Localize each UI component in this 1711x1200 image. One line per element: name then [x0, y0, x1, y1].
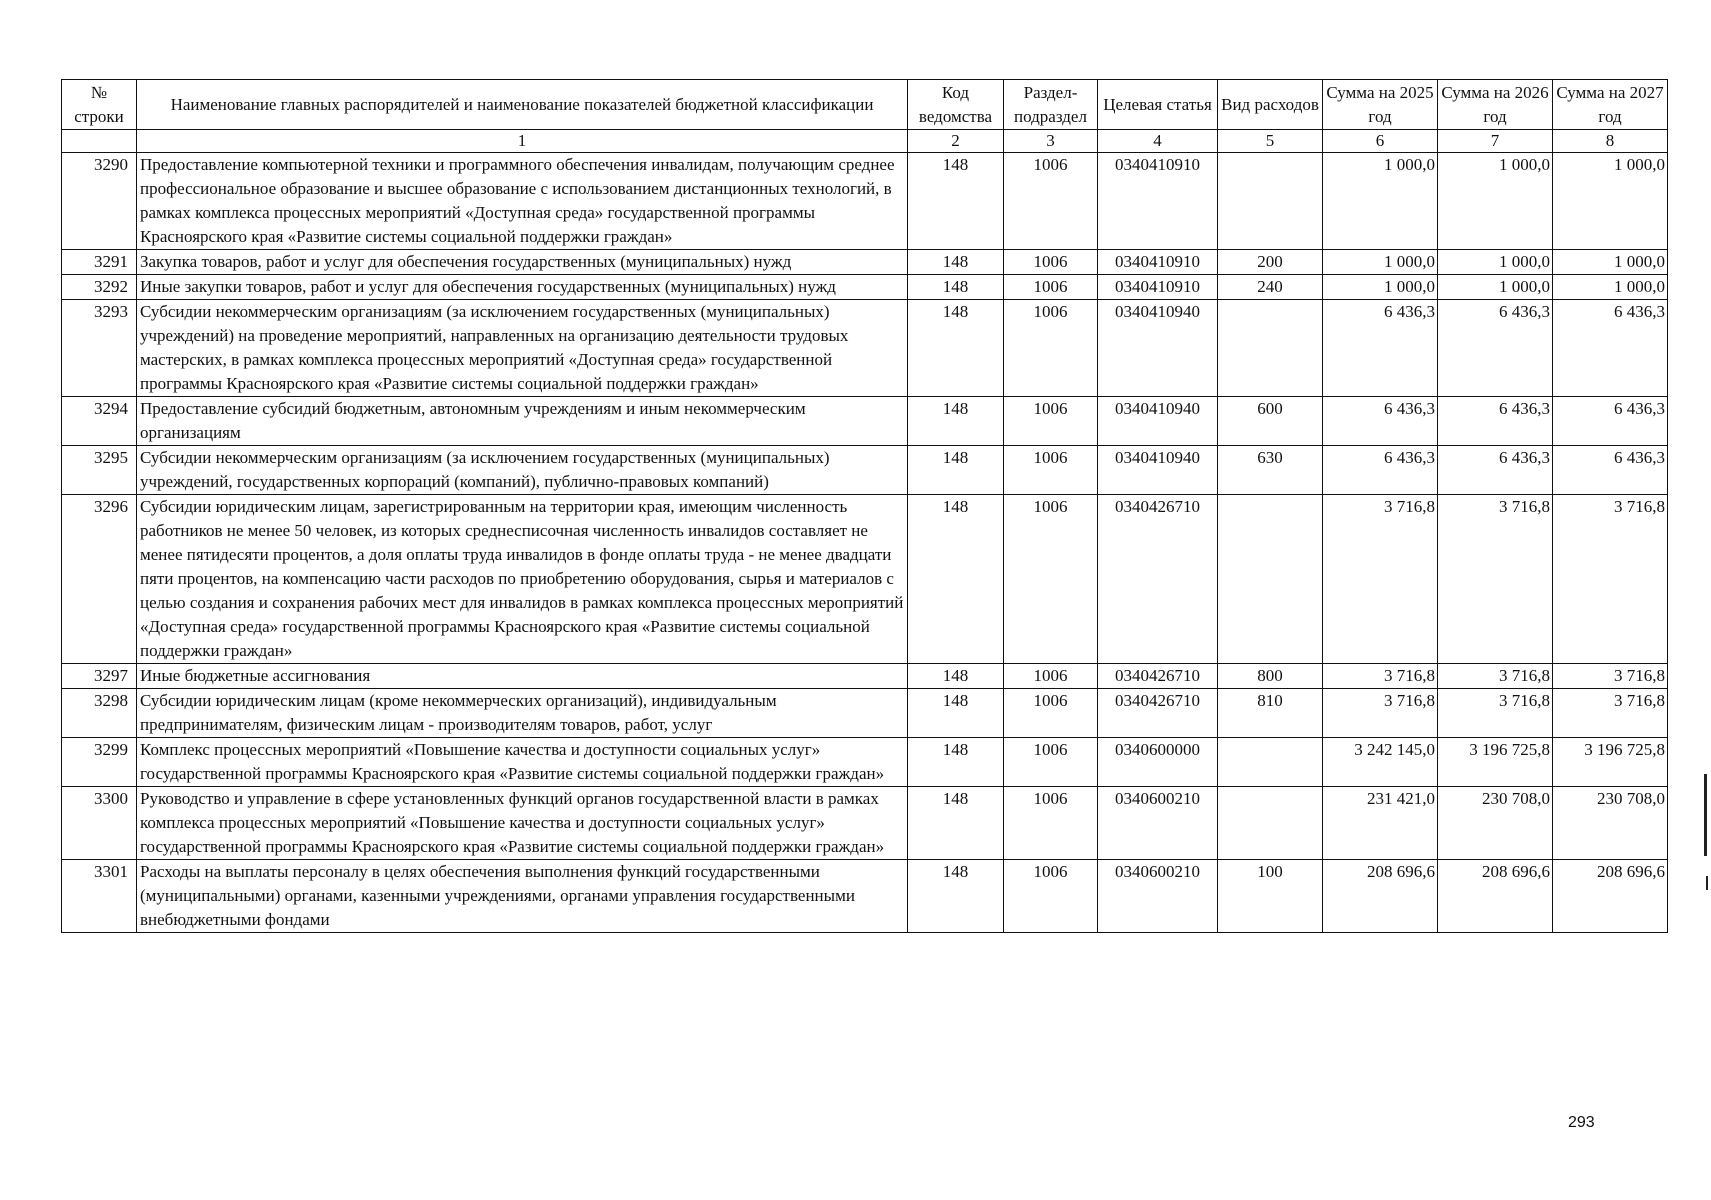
table-row [62, 275, 1668, 300]
column-number [62, 130, 137, 153]
table-row [62, 787, 1668, 860]
row-sum-2027: 3 716,8 [1553, 689, 1668, 738]
row-section: 1006 [1004, 664, 1098, 689]
row-target: 0340600210 [1098, 860, 1218, 933]
row-target: 0340410910 [1098, 250, 1218, 275]
row-expense-type: 240 [1218, 275, 1323, 300]
table-row [62, 860, 1668, 933]
row-dept-code: 148 [908, 495, 1004, 664]
row-name: Субсидии юридическим лицам, зарегистрированным на территории края, имеющим численность работников не менее 50 человек, из которых среднесписочная численность инвалидов составляет не менее пятидесяти процентов, а доля оплаты труда инвалидов в фонде оплаты труда - не менее двадцати пяти процентов, на компенсацию части расходов по приобретению оборудования, сырья и материалов с целью создания и сохранения рабочих мест для инвалидов в рамках комплекса процессных мероприятий «Доступная среда» государственной программы Красноярского края «Развитие системы социальной поддержки граждан» [137, 495, 908, 664]
row-sum-2026: 3 716,8 [1438, 689, 1553, 738]
header-row-no: № строки [62, 80, 137, 130]
row-sum-2026: 1 000,0 [1438, 275, 1553, 300]
row-sum-2025: 3 242 145,0 [1323, 738, 1438, 787]
row-sum-2026: 3 716,8 [1438, 495, 1553, 664]
row-name: Предоставление компьютерной техники и программного обеспечения инвалидам, получающим среднее профессиональное образование и высшее образование с использованием дистанционных технологий, в рамках комплекса процессных мероприятий «Доступная среда» государственной программы Красноярского края «Развитие системы социальной поддержки граждан» [137, 153, 908, 250]
row-target: 0340410910 [1098, 153, 1218, 250]
row-number: 3298 [62, 689, 137, 738]
row-sum-2026: 6 436,3 [1438, 397, 1553, 446]
table-row [62, 689, 1668, 738]
row-number: 3296 [62, 495, 137, 664]
budget-table [61, 79, 1668, 933]
row-expense-type: 800 [1218, 664, 1323, 689]
column-number: 4 [1098, 130, 1218, 153]
row-name: Закупка товаров, работ и услуг для обеспечения государственных (муниципальных) нужд [137, 250, 908, 275]
row-number: 3294 [62, 397, 137, 446]
row-name: Руководство и управление в сфере установленных функций органов государственной власти в рамках комплекса процессных мероприятий «Повышение качества и доступности социальных услуг» государственной программы Красноярского края «Развитие системы социальной поддержки граждан» [137, 787, 908, 860]
table-row [62, 664, 1668, 689]
row-expense-type: 600 [1218, 397, 1323, 446]
row-section: 1006 [1004, 787, 1098, 860]
row-sum-2027: 6 436,3 [1553, 300, 1668, 397]
table-row [62, 153, 1668, 250]
row-section: 1006 [1004, 860, 1098, 933]
row-sum-2027: 230 708,0 [1553, 787, 1668, 860]
table-row [62, 250, 1668, 275]
row-sum-2025: 3 716,8 [1323, 689, 1438, 738]
row-sum-2026: 6 436,3 [1438, 446, 1553, 495]
row-number: 3293 [62, 300, 137, 397]
row-expense-type: 100 [1218, 860, 1323, 933]
row-expense-type [1218, 153, 1323, 250]
row-name: Иные бюджетные ассигнования [137, 664, 908, 689]
row-dept-code: 148 [908, 738, 1004, 787]
column-number: 5 [1218, 130, 1323, 153]
row-sum-2027: 1 000,0 [1553, 250, 1668, 275]
header-name: Наименование главных распорядителей и наименование показателей бюджетной классификации [137, 80, 908, 130]
table-row [62, 446, 1668, 495]
row-expense-type: 200 [1218, 250, 1323, 275]
table-row [62, 495, 1668, 664]
column-number-row [62, 130, 1668, 153]
row-sum-2025: 208 696,6 [1323, 860, 1438, 933]
row-section: 1006 [1004, 153, 1098, 250]
table-row [62, 397, 1668, 446]
row-target: 0340410940 [1098, 446, 1218, 495]
row-number: 3291 [62, 250, 137, 275]
row-target: 0340600000 [1098, 738, 1218, 787]
row-name: Субсидии юридическим лицам (кроме некоммерческих организаций), индивидуальным предпринимателям, физическим лицам - производителям товаров, работ, услуг [137, 689, 908, 738]
row-number: 3292 [62, 275, 137, 300]
row-expense-type [1218, 738, 1323, 787]
row-name: Субсидии некоммерческим организациям (за исключением государственных (муниципальных) учреждений) на проведение мероприятий, направленных на организацию деятельности трудовых мастерских, в рамках комплекса процессных мероприятий «Доступная среда» государственной программы Красноярского края «Развитие системы социальной поддержки граждан» [137, 300, 908, 397]
row-expense-type [1218, 495, 1323, 664]
row-section: 1006 [1004, 689, 1098, 738]
row-name: Предоставление субсидий бюджетным, автономным учреждениям и иным некоммерческим организациям [137, 397, 908, 446]
row-number: 3300 [62, 787, 137, 860]
header-target: Целевая статья [1098, 80, 1218, 130]
row-number: 3295 [62, 446, 137, 495]
row-dept-code: 148 [908, 275, 1004, 300]
row-dept-code: 148 [908, 250, 1004, 275]
row-target: 0340600210 [1098, 787, 1218, 860]
row-target: 0340410910 [1098, 275, 1218, 300]
row-sum-2025: 231 421,0 [1323, 787, 1438, 860]
row-section: 1006 [1004, 495, 1098, 664]
row-sum-2027: 208 696,6 [1553, 860, 1668, 933]
row-sum-2025: 3 716,8 [1323, 664, 1438, 689]
row-number: 3299 [62, 738, 137, 787]
row-target: 0340426710 [1098, 664, 1218, 689]
row-sum-2026: 230 708,0 [1438, 787, 1553, 860]
row-expense-type [1218, 300, 1323, 397]
row-sum-2025: 6 436,3 [1323, 397, 1438, 446]
row-dept-code: 148 [908, 397, 1004, 446]
row-sum-2027: 1 000,0 [1553, 275, 1668, 300]
row-name: Субсидии некоммерческим организациям (за исключением государственных (муниципальных) учреждений, государственных корпораций (компаний), публично-правовых компаний) [137, 446, 908, 495]
row-dept-code: 148 [908, 787, 1004, 860]
row-section: 1006 [1004, 738, 1098, 787]
table-row [62, 738, 1668, 787]
row-name: Комплекс процессных мероприятий «Повышение качества и доступности социальных услуг» государственной программы Красноярского края «Развитие системы социальной поддержки граждан» [137, 738, 908, 787]
row-sum-2026: 208 696,6 [1438, 860, 1553, 933]
table-row [62, 300, 1668, 397]
header-sum-2025: Сумма на 2025 год [1323, 80, 1438, 130]
header-dept-code: Код ведомства [908, 80, 1004, 130]
row-sum-2027: 1 000,0 [1553, 153, 1668, 250]
column-number: 6 [1323, 130, 1438, 153]
row-sum-2025: 6 436,3 [1323, 446, 1438, 495]
row-target: 0340410940 [1098, 397, 1218, 446]
row-sum-2026: 6 436,3 [1438, 300, 1553, 397]
column-number: 3 [1004, 130, 1098, 153]
row-sum-2025: 1 000,0 [1323, 153, 1438, 250]
row-sum-2026: 3 716,8 [1438, 664, 1553, 689]
row-expense-type: 810 [1218, 689, 1323, 738]
column-number: 8 [1553, 130, 1668, 153]
scan-edge-mark [1704, 774, 1707, 856]
row-section: 1006 [1004, 446, 1098, 495]
row-sum-2027: 3 196 725,8 [1553, 738, 1668, 787]
row-sum-2025: 3 716,8 [1323, 495, 1438, 664]
row-sum-2027: 6 436,3 [1553, 446, 1668, 495]
column-number: 1 [137, 130, 908, 153]
row-number: 3297 [62, 664, 137, 689]
row-number: 3290 [62, 153, 137, 250]
column-number: 7 [1438, 130, 1553, 153]
page-number: 293 [1568, 1114, 1595, 1131]
row-sum-2027: 6 436,3 [1553, 397, 1668, 446]
row-sum-2026: 1 000,0 [1438, 250, 1553, 275]
row-sum-2025: 1 000,0 [1323, 275, 1438, 300]
row-target: 0340410940 [1098, 300, 1218, 397]
row-expense-type [1218, 787, 1323, 860]
header-sum-2026: Сумма на 2026 год [1438, 80, 1553, 130]
row-dept-code: 148 [908, 860, 1004, 933]
row-sum-2026: 1 000,0 [1438, 153, 1553, 250]
row-section: 1006 [1004, 397, 1098, 446]
row-target: 0340426710 [1098, 495, 1218, 664]
row-expense-type: 630 [1218, 446, 1323, 495]
header-expense-type: Вид расходов [1218, 80, 1323, 130]
row-sum-2027: 3 716,8 [1553, 495, 1668, 664]
row-sum-2025: 1 000,0 [1323, 250, 1438, 275]
scan-edge-mark [1706, 876, 1708, 890]
header-sum-2027: Сумма на 2027 год [1553, 80, 1668, 130]
row-sum-2026: 3 196 725,8 [1438, 738, 1553, 787]
column-number: 2 [908, 130, 1004, 153]
header-section: Раздел-подраздел [1004, 80, 1098, 130]
row-name: Расходы на выплаты персоналу в целях обеспечения выполнения функций государственными (муниципальными) органами, казенными учреждениями, органами управления государственными внебюджетными фондами [137, 860, 908, 933]
row-section: 1006 [1004, 275, 1098, 300]
row-number: 3301 [62, 860, 137, 933]
row-dept-code: 148 [908, 300, 1004, 397]
row-dept-code: 148 [908, 689, 1004, 738]
row-target: 0340426710 [1098, 689, 1218, 738]
row-section: 1006 [1004, 300, 1098, 397]
row-section: 1006 [1004, 250, 1098, 275]
row-sum-2027: 3 716,8 [1553, 664, 1668, 689]
row-dept-code: 148 [908, 446, 1004, 495]
row-sum-2025: 6 436,3 [1323, 300, 1438, 397]
row-dept-code: 148 [908, 664, 1004, 689]
row-name: Иные закупки товаров, работ и услуг для обеспечения государственных (муниципальных) нужд [137, 275, 908, 300]
row-dept-code: 148 [908, 153, 1004, 250]
